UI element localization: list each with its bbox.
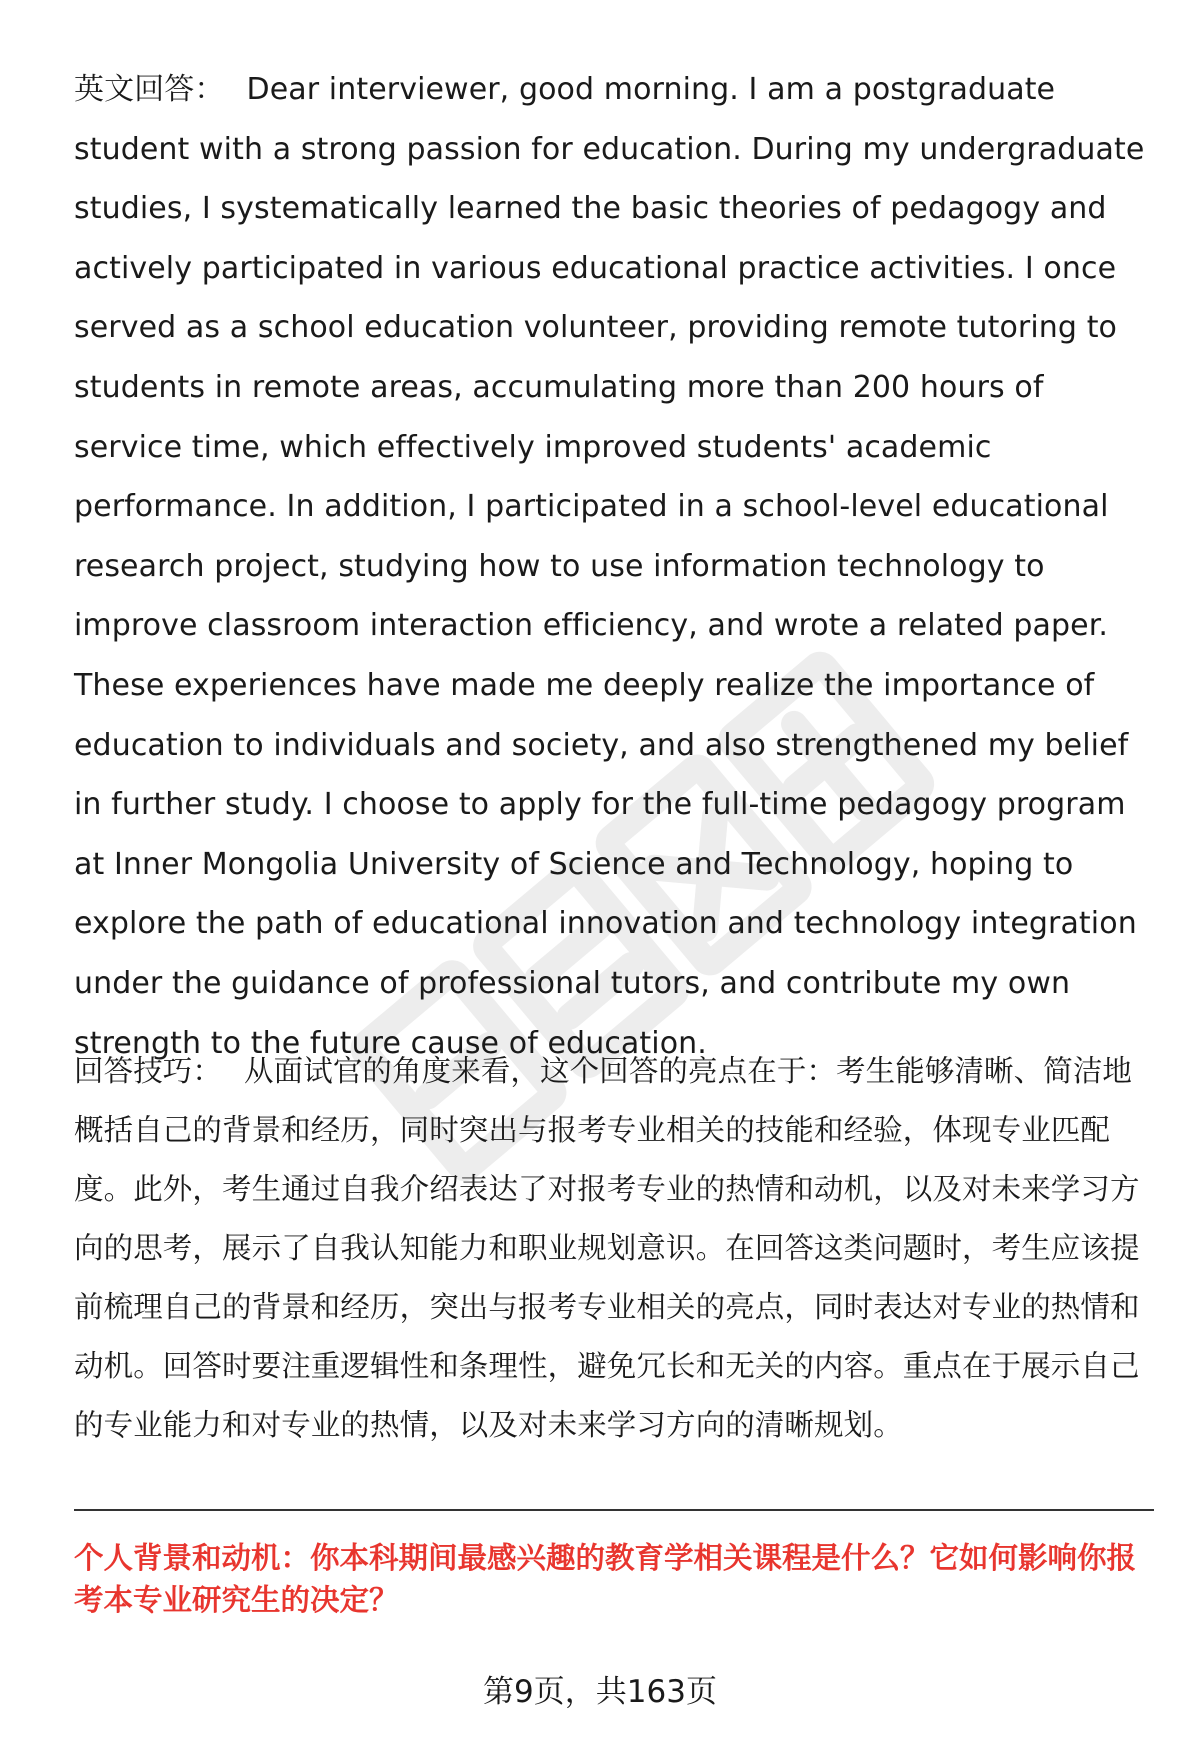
page-number-footer: 第9页，共163页	[483, 1674, 717, 1710]
answer-tips-paragraph	[74, 1042, 1154, 1455]
english-answer-label: 英文回答：	[74, 72, 225, 107]
english-answer-paragraph	[74, 60, 1154, 1073]
next-question-heading: 个人背景和动机：你本科期间最感兴趣的教育学相关课程是什么？它如何影响你报考本专业研究生的决定？	[74, 1541, 1137, 1617]
english-answer-text: Dear interviewer, good morning. I am a postgraduate student with a strong passion for education. During my undergraduate studies, I systematically learned the basic theories of pedagogy and actively participated in various educational practice activities. I once served as a school education volunteer, providing remote tutoring to students in remote areas, accumulating more than 200 hours of service time, which effectively improved students' academic performance. In addition, I participated in a school-level educational research project, studying how to use information technology to improve classroom interaction efficiency, and wrote a related paper. These experiences have made me deeply realize the importance of education to individuals and society, and also strengthened my belief in further study. I choose to apply for the full-time pedagogy program at Inner Mongolia University of Science and Technology, hoping to explore the path of educational innovation and technology integration under the guidance of professional tutors, and contribute my own strength to the future cause of education.	[74, 72, 1145, 1061]
answer-tips-label: 回答技巧：	[74, 1054, 223, 1088]
answer-tips-text: 从面试官的角度来看，这个回答的亮点在于：考生能够清晰、简洁地概括自己的背景和经历，同时突出与报考专业相关的技能和经验，体现专业匹配度。此外，考生通过自我介绍表达了对报考专业的热情和动机，以及对未来学习方向的思考，展示了自我认知能力和职业规划意识。在回答这类问题时，考生应该提前梳理自己的背景和经历，突出与报考专业相关的亮点，同时表达对专业的热情和动机。回答时要注重逻辑性和条理性，避免冗长和无关的内容。重点在于展示自己的专业能力和对专业的热情，以及对未来学习方向的清晰规划。	[74, 1054, 1140, 1442]
section-divider	[74, 1509, 1154, 1511]
